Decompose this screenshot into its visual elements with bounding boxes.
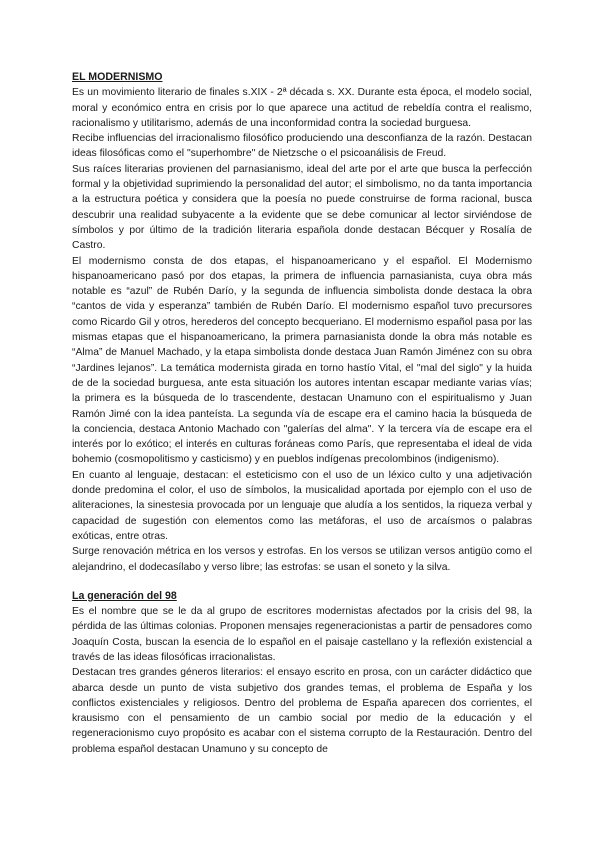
paragraph: Es un movimiento literario de finales s.XIX - 2ª década s. XX. Durante esta época, el modelo social, moral y económico entra en crisis por lo que aparece una actitud de rebeldía contra el realismo, racionalismo y utilitarismo, además de una inconformidad contra la sociedad burguesa. — [72, 87, 532, 129]
document-page — [72, 70, 532, 757]
section-spacer — [72, 575, 532, 589]
paragraph: Surge renovación métrica en los versos y estrofas. En los versos se utilizan versos antigüo como el alejandrino, el dodecasílabo y verso libre; las estrofas: se usan el soneto y la silva. — [72, 546, 532, 573]
section-title-generacion-98: La generación del 98 — [72, 589, 177, 602]
section-title-modernismo: EL MODERNISMO — [72, 71, 163, 83]
paragraph: El modernismo consta de dos etapas, el hispanoamericano y el español. El Modernismo hispanoamericano pasó por dos etapas, la primera de influencia parnasianista, cuya obra más notable es “azul” de Rubén Darío, y la segunda de influencia simbolista donde destaca la obra “cantos de vida y esperanza” también de Rubén Darío. El modernismo español tuvo precursores como Ricardo Gil y otros, herederos del concepto becqueriano. El modernismo español pasa por las mismas etapas que el hispanoamericano, la primera parnasianista donde la obra más notable es “Alma” de Manuel Machado, y la etapa simbolista donde destaca Juan Ramón Jiménez con su obra “Jardines lejanos”. La temática modernista girada en torno hastío Vital, el "mal del siglo" y la huida de de la sociedad burguesa, ante esta situación los autores intentan escapar mediante varias vías; la primera es la búsqueda de lo trascendente, destacan Unamuno con el espiritualismo y Juan Ramón Jimé con la idea panteísta. La segunda vía de escape era el camino hacia la búsqueda de la conciencia, destaca Antonio Machado con "galerías del alma". Y la tercera vía de escape era el interés por lo exótico; el interés en culturas foráneas como París, que representaba el ideal de vida bohemio (cosmopolitismo y casticismo) y en pueblos indígenas precolombinos (indigenismo). — [72, 255, 532, 466]
paragraph: Recibe influencias del irracionalismo filosófico produciendo una desconfianza de la razón. Destacan ideas filosóficas como el "superhombre" de Nietzsche o el psicoanálisis de Freud. — [72, 133, 532, 160]
paragraph: Sus raíces literarias provienen del parnasianismo, ideal del arte por el arte que busca la perfección formal y la objetividad suprimiendo la personalidad del autor; el simbolismo, no da tanta importancia a la estructura poética y considera que la poesía no puede construirse de forma racional, busca descubrir una realidad subyacente a la evidente que se debe comunicar al lector sirviéndose de símbolos y por último de la tradición literaria española donde destacan Bécquer y Rosalía de Castro. — [72, 163, 532, 252]
paragraph: En cuanto al lenguaje, destacan: el esteticismo con el uso de un léxico culto y una adjetivación donde predomina el color, el uso de símbolos, la musicalidad aportada por ejemplo con el uso de aliteraciones, la sinestesia provocada por un lenguaje que aludía a los sentidos, la riqueza verbal y capacidad de sugestión con elementos como las metáforas, el uso de arcaísmos o palabras exóticas, entre otras. — [72, 469, 532, 542]
paragraph: Destacan tres grandes géneros literarios: el ensayo escrito en prosa, con un carácter didáctico que abarca desde un punto de vista subjetivo dos grandes temas, el problema de España y los conflictos existenciales y religiosos. Dentro del problema de España aparecen dos corrientes, el krausismo con el pensamiento de un cambio social por medio de la educación y el regeneracionismo cuyo propósito es acabar con el sistema corrupto de la Restauración. Dentro del problema español destacan Unamuno y su concepto de — [72, 667, 532, 755]
paragraph: Es el nombre que se le da al grupo de escritores modernistas afectados por la crisis del 98, la pérdida de las últimas colonias. Proponen mensajes regeneracionistas a partir de pensadores como Joaquín Costa, buscan la esencia de lo español en el paisaje castellano y la reflexión existencial a través de las ideas filosóficas irracionalistas. — [72, 606, 532, 663]
